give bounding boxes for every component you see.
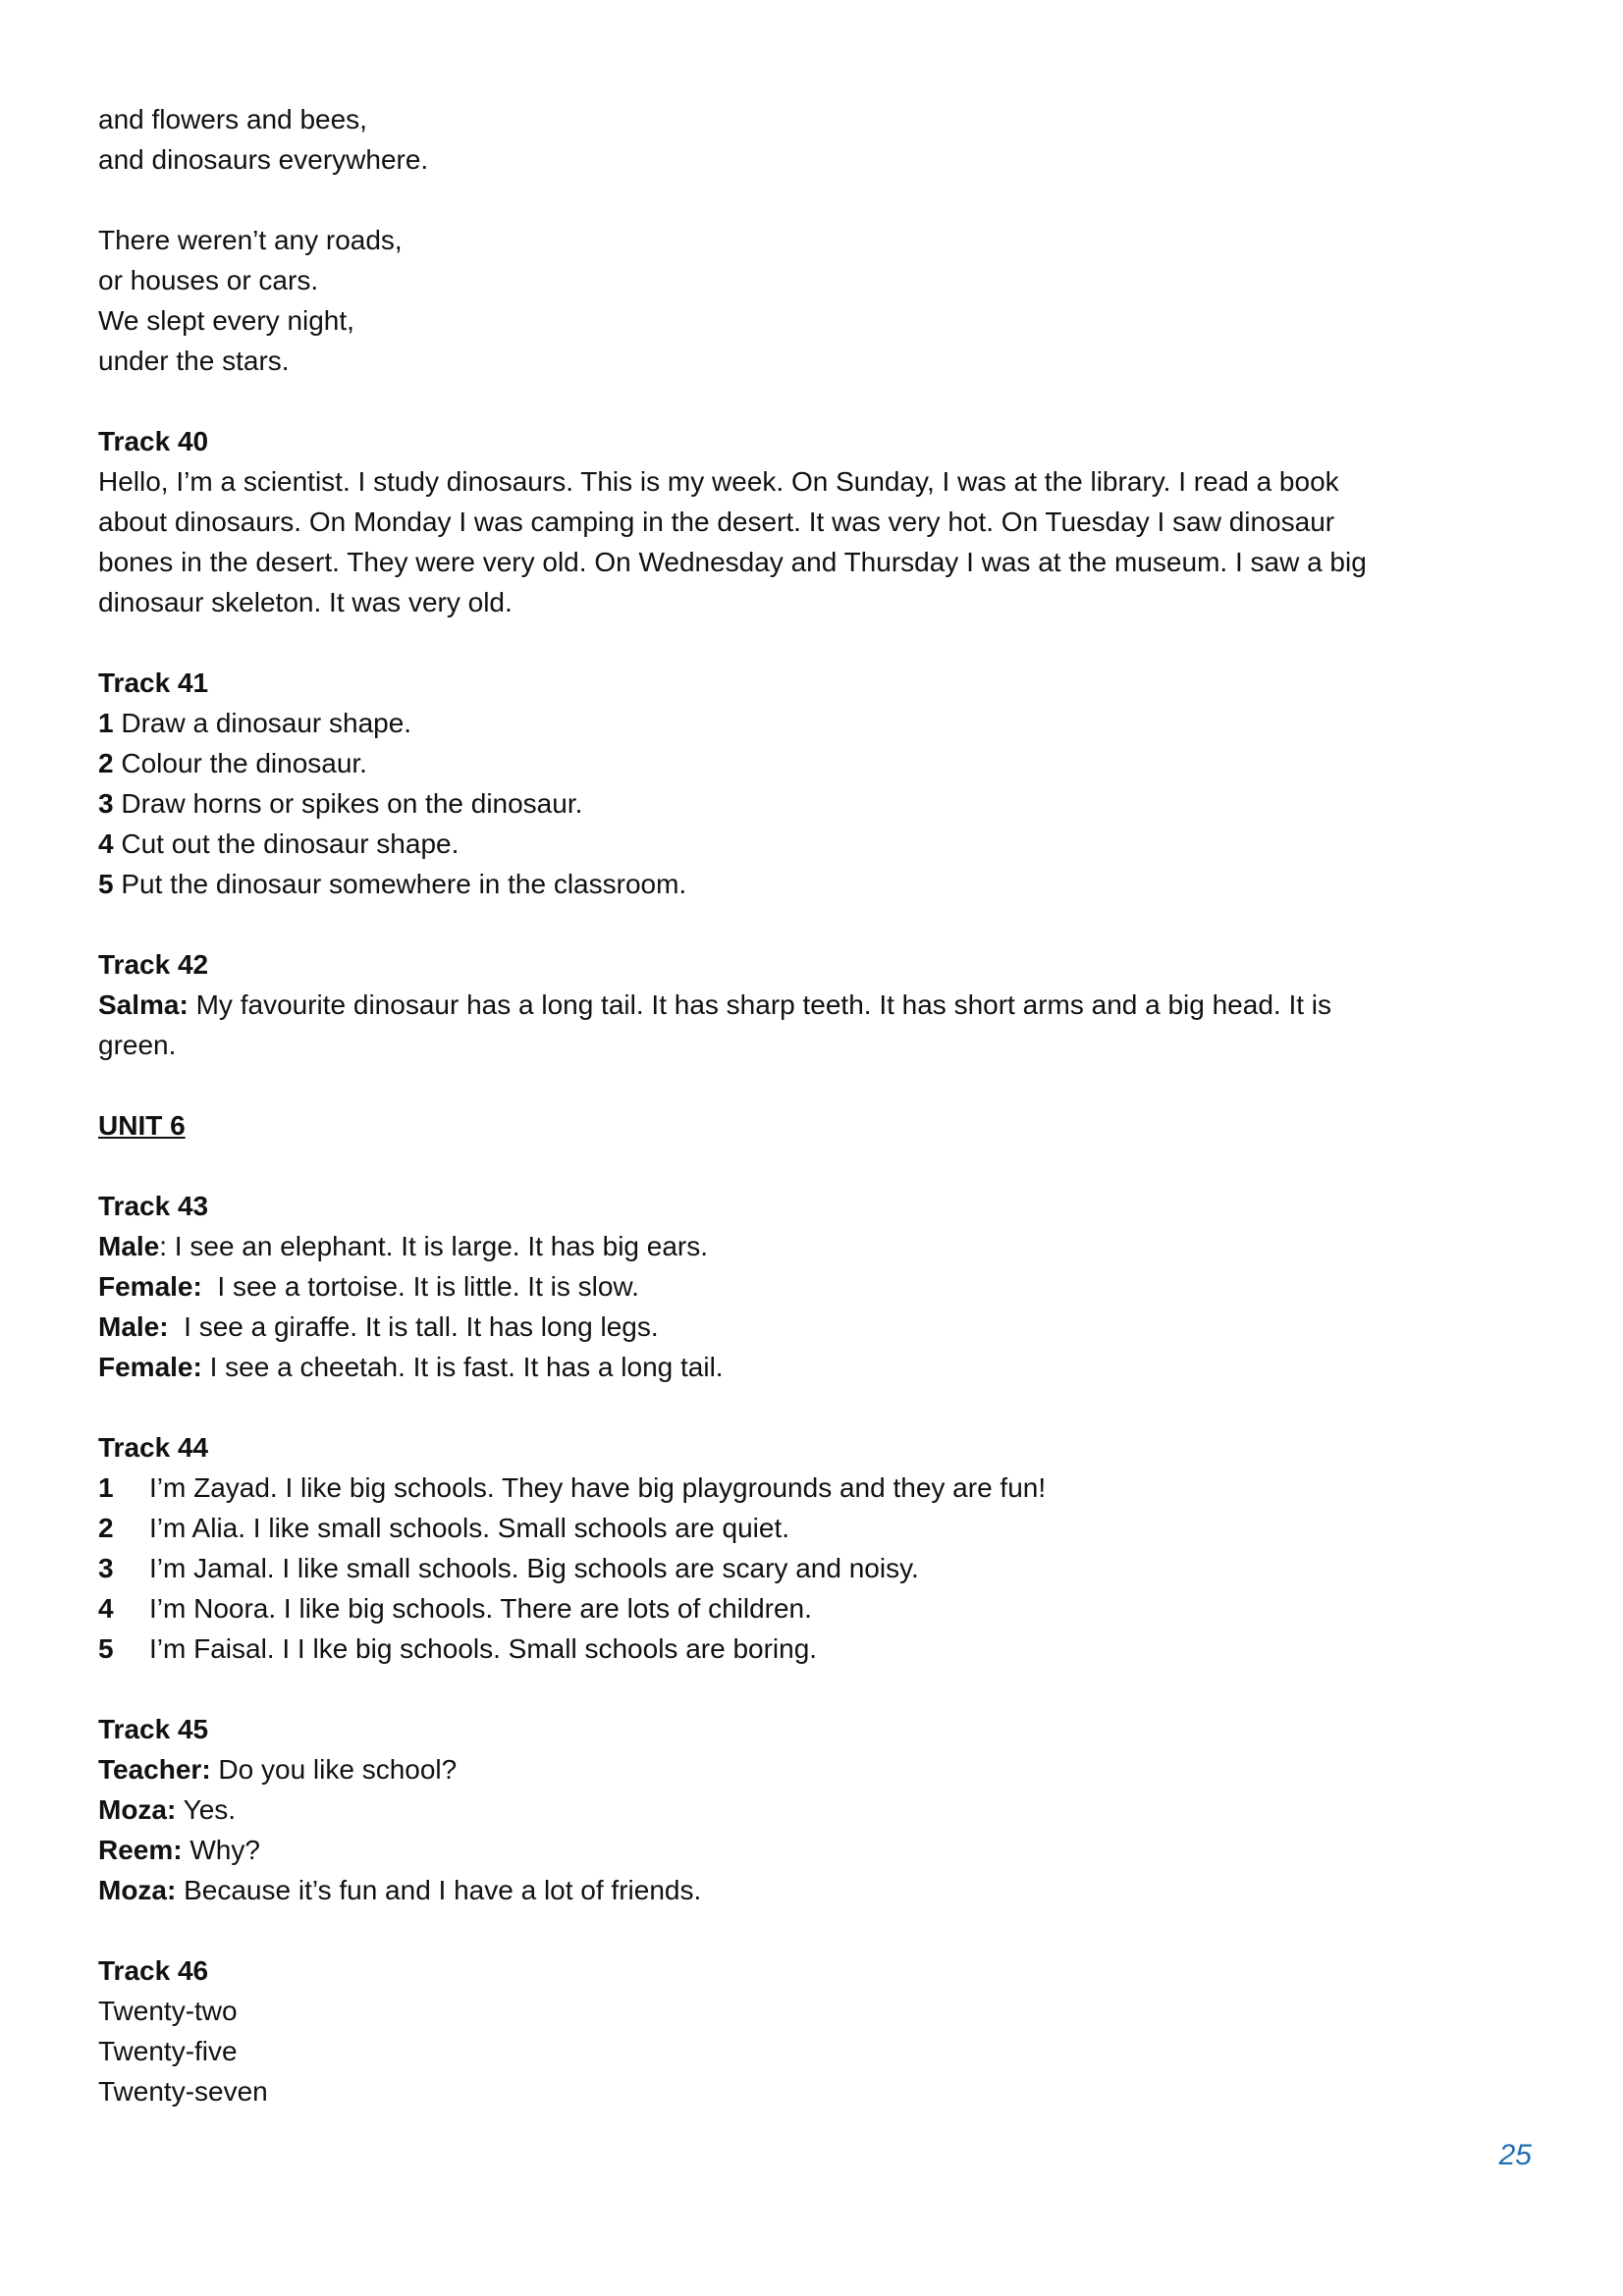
- track-heading: Track 42: [98, 949, 209, 980]
- track-41-section: [98, 663, 1522, 904]
- dialogue-text: I see a tortoise. It is little. It is slow.: [201, 1271, 639, 1302]
- poem-line: We slept every night,: [98, 305, 354, 336]
- speaker-label: Male:: [98, 1311, 169, 1342]
- page-number: 25: [1498, 2139, 1532, 2171]
- paragraph-line: dinosaur skeleton. It was very old.: [98, 587, 513, 617]
- dialogue-text: Yes.: [176, 1794, 237, 1825]
- document-page: [98, 99, 1522, 2111]
- dialogue-text: I see a cheetah. It is fast. It has a long tail.: [201, 1352, 724, 1382]
- item-number: 2: [98, 1513, 114, 1543]
- dialogue-text: My favourite dinosaur has a long tail. It has sharp teeth. It has short arms and a big head. It is: [188, 989, 1332, 1020]
- track-44-section: [98, 1427, 1522, 1669]
- dialogue-line: [98, 1307, 1522, 1347]
- list-item: [98, 1468, 1522, 1508]
- dialogue-line: [98, 1749, 1522, 1789]
- track-43-section: [98, 1186, 1522, 1387]
- poem-stanza-2: [98, 220, 1522, 381]
- track-heading: Track 45: [98, 1714, 209, 1744]
- item-number: 4: [98, 1593, 114, 1624]
- item-text: Draw horns or spikes on the dinosaur.: [113, 788, 583, 819]
- list-item: [98, 1588, 1522, 1629]
- speaker-label: Female:: [98, 1271, 202, 1302]
- poem-stanza-1: [98, 99, 1522, 180]
- dialogue-line: [98, 1789, 1522, 1830]
- poem-line: and dinosaurs everywhere.: [98, 144, 429, 175]
- item-text: I’m Alia. I like small schools. Small schools are quiet.: [149, 1513, 790, 1543]
- track-40-section: [98, 421, 1522, 622]
- item-number: 2: [98, 748, 114, 778]
- speaker-label: Female:: [98, 1352, 202, 1382]
- paragraph-line: bones in the desert. They were very old. On Wednesday and Thursday I was at the museum. I saw a big: [98, 547, 1367, 577]
- list-item: [98, 1548, 1522, 1588]
- dialogue-text: I see a giraffe. It is tall. It has long legs.: [168, 1311, 659, 1342]
- item-text: Draw a dinosaur shape.: [113, 708, 412, 738]
- dialogue-line: [98, 1347, 1522, 1387]
- dialogue-line: [98, 1830, 1522, 1870]
- dialogue-text: Why?: [182, 1835, 260, 1865]
- speaker-label: Salma:: [98, 989, 189, 1020]
- item-text: I’m Faisal. I I lke big schools. Small schools are boring.: [149, 1633, 818, 1664]
- item-text: Colour the dinosaur.: [113, 748, 367, 778]
- list-item: [98, 703, 1522, 743]
- speaker-label: Moza:: [98, 1794, 177, 1825]
- item-text: I’m Jamal. I like small schools. Big schools are scary and noisy.: [149, 1553, 919, 1583]
- speaker-label: Male: [98, 1231, 160, 1261]
- list-item: [98, 1629, 1522, 1669]
- poem-line: under the stars.: [98, 346, 290, 376]
- dialogue-text: Do you like school?: [210, 1754, 458, 1785]
- item-text: I’m Noora. I like big schools. There are lots of children.: [149, 1593, 812, 1624]
- list-item: [98, 783, 1522, 824]
- item-text: I’m Zayad. I like big schools. They have big playgrounds and they are fun!: [149, 1472, 1047, 1503]
- list-item: [98, 743, 1522, 783]
- list-item: [98, 864, 1522, 904]
- track-heading: Track 46: [98, 1955, 209, 1986]
- list-item: [98, 824, 1522, 864]
- item-text: Put the dinosaur somewhere in the classroom.: [113, 869, 687, 899]
- dialogue-line: green.: [98, 1030, 177, 1060]
- speaker-label: Reem:: [98, 1835, 183, 1865]
- unit-heading: UNIT 6: [98, 1110, 186, 1141]
- track-42-section: [98, 944, 1522, 1065]
- number-word: Twenty-five: [98, 2036, 238, 2066]
- track-45-section: [98, 1709, 1522, 1910]
- speaker-label: Teacher:: [98, 1754, 211, 1785]
- item-number: 3: [98, 788, 114, 819]
- track-heading: Track 41: [98, 667, 209, 698]
- dialogue-text: : I see an elephant. It is large. It has big ears.: [159, 1231, 709, 1261]
- item-number: 1: [98, 1472, 114, 1503]
- track-heading: Track 44: [98, 1432, 209, 1463]
- dialogue-line: [98, 1266, 1522, 1307]
- dialogue-text: Because it’s fun and I have a lot of friends.: [176, 1875, 702, 1905]
- track-heading: Track 43: [98, 1191, 209, 1221]
- number-word: Twenty-two: [98, 1996, 238, 2026]
- dialogue-line: [98, 1226, 1522, 1266]
- paragraph-line: Hello, I’m a scientist. I study dinosaurs. This is my week. On Sunday, I was at the library. I read a book: [98, 466, 1339, 497]
- poem-line: and flowers and bees,: [98, 104, 367, 134]
- item-text: Cut out the dinosaur shape.: [113, 828, 460, 859]
- item-number: 5: [98, 869, 114, 899]
- poem-line: or houses or cars.: [98, 265, 319, 295]
- dialogue-line: [98, 985, 1522, 1025]
- speaker-label: Moza:: [98, 1875, 177, 1905]
- track-heading: Track 40: [98, 426, 209, 456]
- track-46-section: [98, 1950, 1522, 2111]
- item-number: 4: [98, 828, 114, 859]
- paragraph-line: about dinosaurs. On Monday I was camping in the desert. It was very hot. On Tuesday I saw dinosaur: [98, 507, 1335, 537]
- dialogue-line: [98, 1870, 1522, 1910]
- poem-line: There weren’t any roads,: [98, 225, 403, 255]
- list-item: [98, 1508, 1522, 1548]
- number-word: Twenty-seven: [98, 2076, 268, 2107]
- item-number: 3: [98, 1553, 114, 1583]
- item-number: 5: [98, 1633, 114, 1664]
- item-number: 1: [98, 708, 114, 738]
